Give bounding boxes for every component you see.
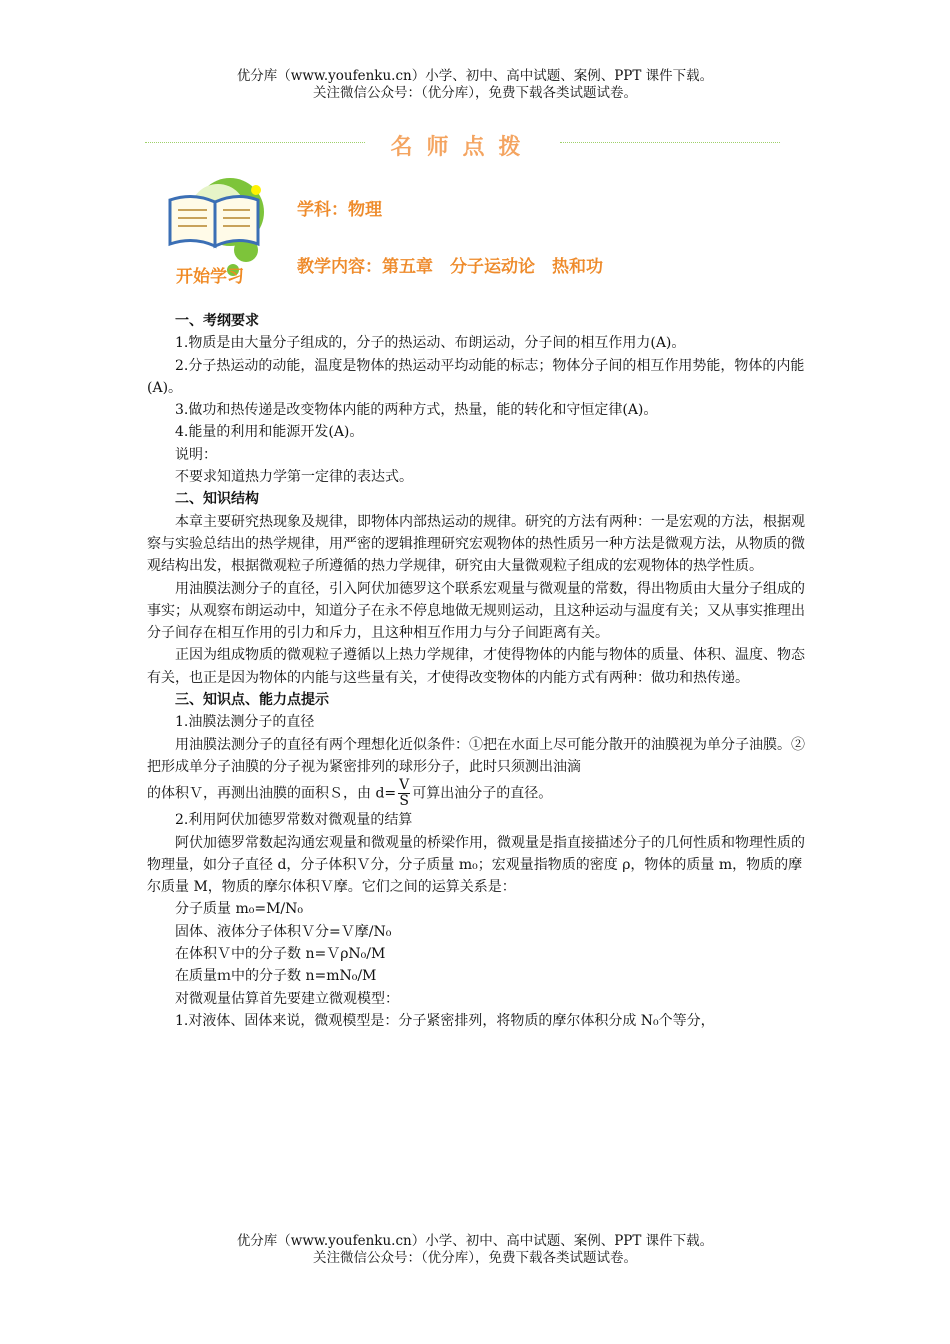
section-3-title: 三、知识点、能力点提示	[175, 692, 329, 709]
note-label: 说明：	[175, 446, 217, 463]
paragraph: 正因为组成物质的微观粒子遵循以上热力学规律，才使得物体的内能与物体的质量、体积、温度、物态有关，也正是因为物体的内能与这些量有关，才使得改变物体的内能方式有两种：做功和热传递。	[147, 647, 805, 686]
subject-label: 学科：物理	[297, 200, 382, 220]
page-footer	[0, 1233, 950, 1267]
paragraph: 阿伏加德罗常数起沟通宏观量和微观量的桥梁作用，微观量是指直接描述分子的几何性质和物理性质的物理量，如分子直径 d，分子体积Ｖ分，分子质量 m₀；宏观量指物质的密度 ρ，物体的质量 m，物质的摩尔质量 M，物质的摩尔体积Ｖ摩。它们之间的运算关系是：	[147, 834, 805, 896]
paragraph: 1.物质是由大量分子组成的，分子的热运动、布朗运动，分子间的相互作用力(A)。	[175, 335, 686, 352]
header-line-2: 关注微信公众号：（优分库），免费下载各类试题试卷。	[313, 85, 637, 101]
banner-title: 名师点拨	[390, 134, 535, 160]
fraction-denominator: S	[399, 793, 410, 810]
paragraph: 本章主要研究热现象及规律，即物体内部热运动的规律。研究的方法有两种：一是宏观的方法，根据观察与实验总结出的热学规律，用严密的逻辑推理研究宏观物体的热性质另一种方法是微观方法，从物质的微观结构出发，根据微观粒子所遵循的热力学规律，研究由大量微观粒子组成的宏观物体的热学性质。	[147, 513, 805, 575]
footer-line-2: 关注微信公众号：（优分库），免费下载各类试题试卷。	[313, 1250, 637, 1266]
paragraph: 对微观量估算首先要建立微观模型：	[175, 990, 399, 1007]
paragraph: 1.对液体、固体来说，微观模型是：分子紧密排列，将物质的摩尔体积分成 N₀个等分，	[175, 1012, 715, 1029]
content-label: 教学内容：第五章 分子运动论 热和功	[297, 257, 603, 277]
subsection-title: 2.利用阿伏加德罗常数对微观量的结算	[175, 812, 413, 829]
paragraph: 用油膜法测分子的直径，引入阿伏加德罗这个联系宏观量与微观量的常数，得出物质由大量分子组成的事实；从观察布朗运动中，知道分子在永不停息地做无规则运动，且这种运动与温度有关；又从事实推理出分子间存在相互作用的引力和斥力，且这种相互作用力与分子间距离有关。	[147, 580, 805, 642]
banner	[145, 130, 780, 160]
fraction-numerator: V	[399, 777, 410, 794]
subsection-title: 1.油膜法测分子的直径	[175, 714, 315, 731]
footer-line-1: 优分库（www.youfenku.cn）小学、初中、高中试题、案例、PPT 课件下载。	[236, 1233, 714, 1249]
paragraph: 4.能量的利用和能源开发(A)。	[175, 424, 364, 441]
formula: 分子质量 m₀=M/N₀	[175, 901, 303, 918]
formula-pre: 的体积Ｖ，再测出油膜的面积Ｓ，由 d=	[147, 785, 397, 802]
page-header-top	[0, 68, 950, 102]
formula: 在体积Ｖ中的分子数 n=ＶρN₀/M	[175, 946, 386, 963]
formula-line	[147, 778, 812, 809]
logo-label: 开始学习	[176, 267, 244, 287]
section-2-title: 二、知识结构	[175, 491, 259, 508]
paragraph: 用油膜法测分子的直径有两个理想化近似条件：①把在水面上尽可能分散开的油膜视为单分子油膜。②把形成单分子油膜的分子视为紧密排列的球形分子，此时只须测出油滴	[147, 736, 805, 775]
paragraph: 2.分子热运动的动能，温度是物体的热运动平均动能的标志；物体分子间的相互作用势能，物体的内能(A)。	[147, 357, 805, 396]
banner-dots-right	[560, 142, 780, 143]
paragraph: 3.做功和热传递是改变物体内能的两种方式，热量，能的转化和守恒定律(A)。	[175, 402, 658, 419]
document-body	[147, 310, 812, 1032]
formula: 在质量ｍ中的分子数 n=mN₀/M	[175, 968, 377, 985]
formula: 固体、液体分子体积Ｖ分=Ｖ摩/N₀	[175, 923, 392, 940]
header-line-1: 优分库（www.youfenku.cn）小学、初中、高中试题、案例、PPT 课件下载。	[236, 68, 714, 84]
formula-post: 可算出油分子的直径。	[412, 785, 553, 802]
fraction	[398, 778, 410, 809]
section-1-title: 一、考纲要求	[175, 313, 259, 329]
paragraph: 不要求知道热力学第一定律的表达式。	[175, 469, 413, 486]
